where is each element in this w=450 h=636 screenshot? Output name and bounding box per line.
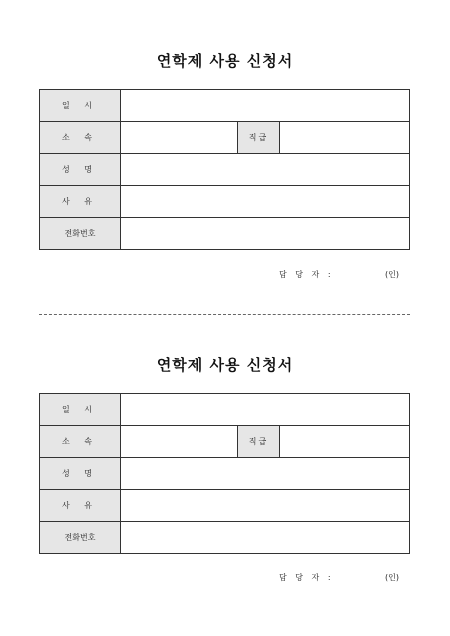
field-reason[interactable]: [121, 186, 410, 218]
field-reason[interactable]: [121, 490, 410, 522]
row-phone: [40, 522, 410, 554]
label-reason: 사 유: [40, 490, 121, 522]
field-phone[interactable]: [121, 218, 410, 250]
field-affiliation[interactable]: [121, 426, 238, 458]
label-phone: 전화번호: [40, 522, 121, 554]
seal-mark: (인): [385, 573, 399, 582]
label-date: 일 시: [40, 90, 121, 122]
form-table: [39, 89, 410, 250]
seal-mark: (인): [385, 270, 399, 279]
row-phone: [40, 218, 410, 250]
form-title: 연학제 사용 신청서: [156, 52, 294, 70]
row-name: [40, 154, 410, 186]
field-position[interactable]: [280, 426, 410, 458]
manager-label: 담 당 자 :: [279, 270, 334, 279]
manager-label: 담 당 자 :: [279, 573, 334, 582]
form-table: [39, 393, 410, 554]
row-reason: [40, 186, 410, 218]
field-affiliation[interactable]: [121, 122, 238, 154]
row-affiliation: [40, 426, 410, 458]
row-date: [40, 394, 410, 426]
row-affiliation: [40, 122, 410, 154]
form-title: 연학제 사용 신청서: [156, 356, 294, 374]
row-name: [40, 458, 410, 490]
label-reason: 사 유: [40, 186, 121, 218]
field-phone[interactable]: [121, 522, 410, 554]
cut-line-divider: [39, 314, 410, 315]
label-position: 직급: [238, 426, 280, 458]
row-date: [40, 90, 410, 122]
field-date[interactable]: [121, 394, 410, 426]
field-position[interactable]: [280, 122, 410, 154]
label-name: 성 명: [40, 458, 121, 490]
label-name: 성 명: [40, 154, 121, 186]
field-date[interactable]: [121, 90, 410, 122]
label-affiliation: 소 속: [40, 426, 121, 458]
row-reason: [40, 490, 410, 522]
label-position: 직급: [238, 122, 280, 154]
label-date: 일 시: [40, 394, 121, 426]
field-name[interactable]: [121, 154, 410, 186]
label-phone: 전화번호: [40, 218, 121, 250]
field-name[interactable]: [121, 458, 410, 490]
label-affiliation: 소 속: [40, 122, 121, 154]
